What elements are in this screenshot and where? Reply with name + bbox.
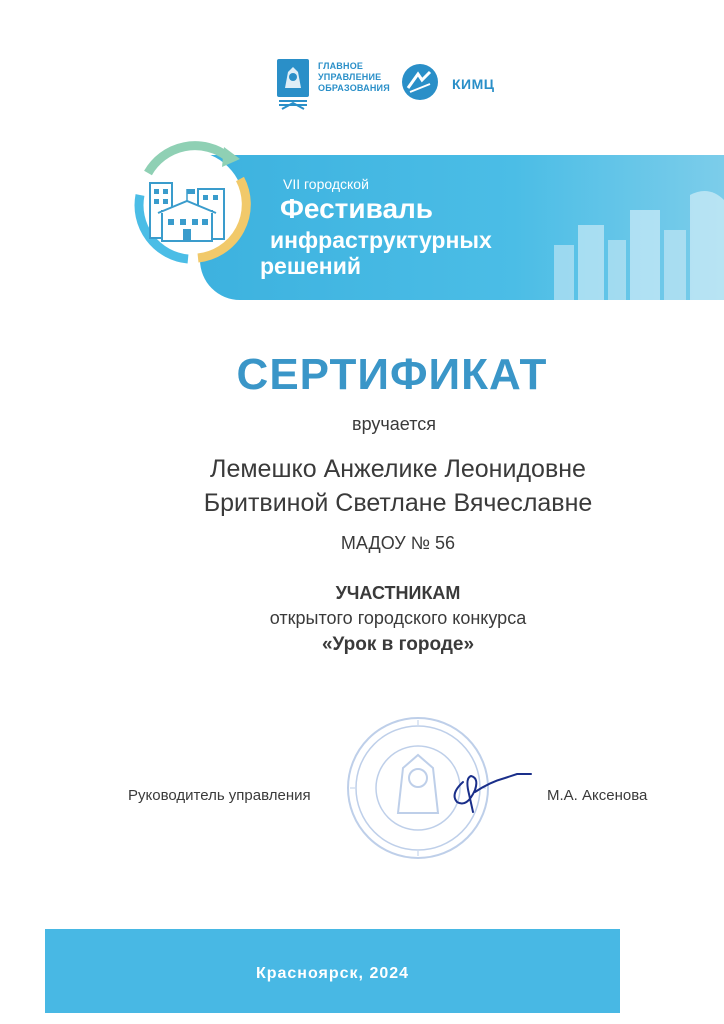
organization-name: МАДОУ № 56 [340,533,456,553]
awarded-text: вручается [352,414,436,434]
contest-name: «Урок в городе» [321,634,475,655]
certificate-title: СЕРТИФИКАТ [236,350,548,399]
recipient-name: Бритвиной Светлане Вячеславне [203,489,593,517]
contest-description: открытого городского конкурса [269,608,527,628]
kimc-emblem-icon [400,62,440,102]
footer-place-year: Красноярск, 2024 [255,965,410,982]
signatory-name: М.А. Аксенова [547,787,648,804]
festival-title: Фестиваль [280,193,434,224]
kimc-logo-text: КИМЦ [452,76,495,92]
festival-emblem-icon [128,133,258,273]
festival-edition: VII городской [283,176,369,192]
city-skyline-illustration [544,155,724,300]
education-department-logo [276,58,396,110]
signatory-position: Руководитель управления [128,787,311,804]
kimc-logo [400,62,510,102]
handwritten-signature [445,764,535,814]
education-department-logo-text: ГЛАВНОЕ УПРАВЛЕНИЕ ОБРАЗОВАНИЯ [318,61,390,93]
recipient-name: Лемешко Анжелике Леонидовне [210,455,586,483]
footer-bar [45,929,620,1013]
festival-subtitle-line2: решений [260,253,361,279]
city-crest-icon [276,58,310,110]
recipient-role: УЧАСТНИКАМ [335,583,461,603]
festival-subtitle-line1: инфраструктурных [270,227,492,253]
